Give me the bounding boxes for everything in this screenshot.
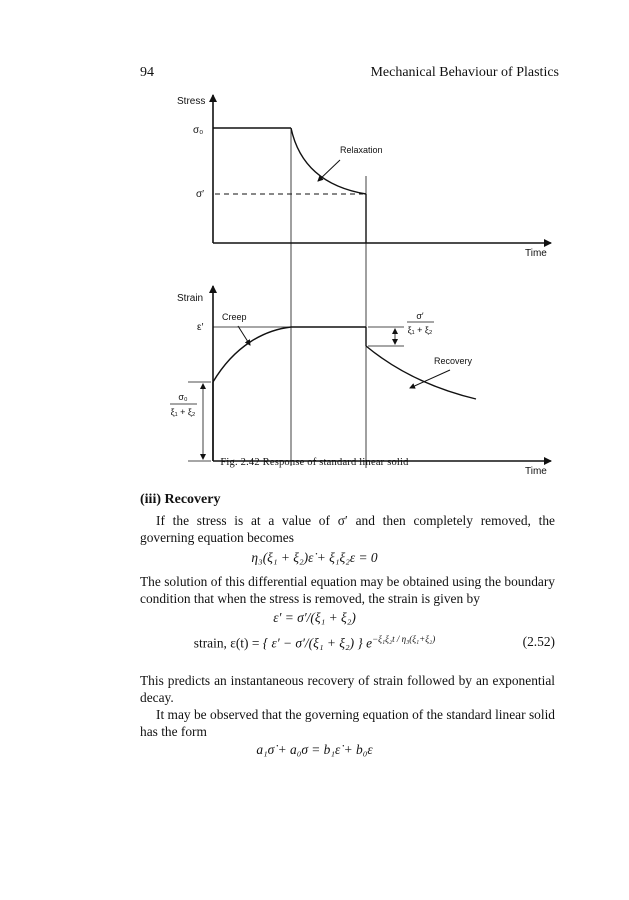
equation-3-exponent: −ξ₁ξ₂t / η₃(ξ₁+ξ₂) bbox=[372, 634, 436, 644]
equation-1: η₃(ξ₁ + ξ₂)ε̇ + ξ₁ξ₂ε = 0 bbox=[251, 550, 378, 565]
equation-3-body: { ε′ − σ′/(ξ₁ + ξ₂) } e bbox=[262, 635, 373, 651]
sigma0-label: σ₀ bbox=[193, 125, 204, 136]
equation-number: (2.52) bbox=[522, 634, 555, 649]
stress-time-label: Time bbox=[525, 248, 547, 259]
recovery-label: Recovery bbox=[434, 356, 473, 366]
equation-3-lhs: strain, ε(t) = bbox=[193, 635, 260, 651]
relaxation-arrow bbox=[318, 160, 340, 181]
epsilon-prime-label: ε′ bbox=[197, 322, 204, 333]
recovery-curve bbox=[366, 346, 476, 399]
paragraph-3: This predicts an instantaneous recovery of strain followed by an exponential decay. bbox=[140, 673, 555, 705]
creep-label: Creep bbox=[222, 312, 247, 322]
strain-axis-label: Strain bbox=[177, 293, 204, 304]
jump-denominator: ξ₁ + ξ₂ bbox=[407, 325, 433, 335]
figure-caption bbox=[0, 457, 629, 468]
page-number: 94 bbox=[140, 65, 154, 80]
section-heading: (iii) Recovery bbox=[140, 492, 221, 507]
paragraph-2: The solution of this differential equation may be obtained using the boundary condition that when the stress is removed, the strain is given by bbox=[140, 574, 555, 606]
left-numerator: σ₀ bbox=[178, 392, 188, 402]
equation-2: ε′ = σ′/(ξ₁ + ξ₂) bbox=[273, 610, 356, 625]
left-denominator: ξ₁ + ξ₂ bbox=[170, 407, 196, 417]
recovery-arrow bbox=[410, 370, 450, 388]
relaxation-label: Relaxation bbox=[340, 145, 383, 155]
stress-axis-label: Stress bbox=[177, 96, 206, 107]
caption-text: Fig. 2.42 Response of standard linear solid bbox=[220, 457, 409, 468]
equation-4: a₁σ̇ + a₀σ = b₁ε̇ + b₀ε bbox=[256, 742, 373, 757]
sigma-prime-label: σ′ bbox=[196, 189, 205, 200]
jump-numerator: σ′ bbox=[416, 311, 424, 321]
paragraph-4: It may be observed that the governing equation of the standard linear solid has the form bbox=[140, 707, 555, 739]
running-title: Mechanical Behaviour of Plastics bbox=[370, 65, 559, 80]
strain-time-label: Time bbox=[525, 466, 547, 477]
relaxation-curve bbox=[291, 128, 366, 194]
creep-curve bbox=[213, 327, 291, 382]
paragraph-1: If the stress is at a value of σ′ and then completely removed, the governing equation becomes bbox=[140, 513, 555, 545]
creep-arrow bbox=[238, 326, 250, 345]
